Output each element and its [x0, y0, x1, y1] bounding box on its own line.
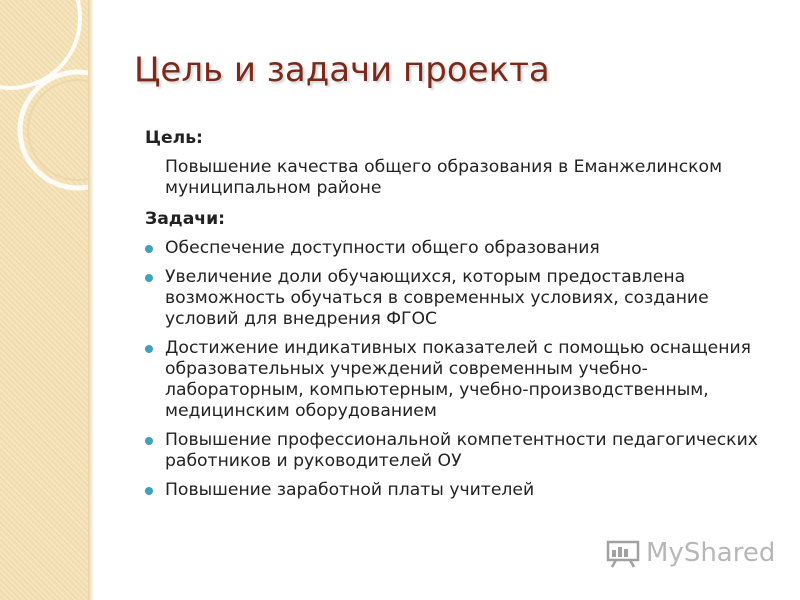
tasks-label: Задачи: — [145, 209, 226, 229]
presentation-board-icon — [606, 538, 640, 568]
myshared-watermark — [606, 538, 775, 568]
decorative-side-panel — [0, 0, 88, 600]
bullet-icon — [145, 345, 153, 353]
slide-content — [145, 128, 770, 509]
bullet-icon — [145, 487, 153, 495]
goal-label: Цель: — [145, 128, 203, 148]
goal-text: Повышение качества общего образования в Еманжелинском муниципальном районе — [165, 157, 723, 198]
task-text: Увеличение доли обучающихся, которым предоставлена возможность обучаться в современных условиях, создание условий для внедрения ФГОС — [165, 267, 709, 329]
panel-edge — [88, 0, 94, 600]
slide-title: Цель и задачи проекта — [134, 50, 550, 90]
task-text: Достижение индикативных показателей с помощью оснащения образовательных учреждений современным учебно-лабораторным, компьютерным, учебно-производственным, медицинским оборудованием — [165, 338, 751, 421]
bullet-icon — [145, 437, 153, 445]
task-text: Обеспечение доступности общего образования — [165, 238, 600, 258]
task-text: Повышение заработной платы учителей — [165, 480, 535, 500]
task-item — [145, 480, 770, 501]
task-item — [145, 430, 770, 472]
bullet-icon — [145, 274, 153, 282]
task-item — [145, 267, 770, 330]
task-item — [145, 238, 770, 259]
watermark-text: MyShared — [646, 538, 776, 568]
decorative-circles — [0, 0, 88, 600]
task-text: Повышение профессиональной компетентности педагогических работников и руководителей ОУ — [165, 430, 758, 471]
bullet-icon — [145, 245, 153, 253]
task-item — [145, 338, 770, 422]
tasks-list — [145, 238, 770, 501]
